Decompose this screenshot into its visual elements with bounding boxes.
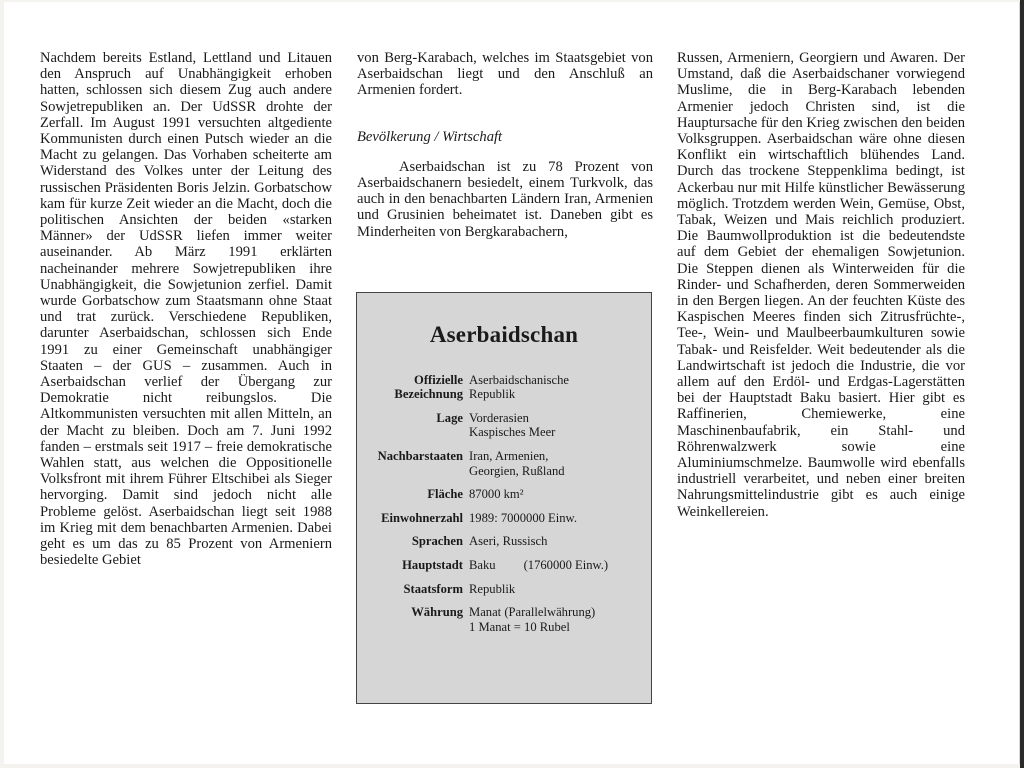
fact-label: Einwohnerzahl	[381, 510, 463, 525]
fact-value-line: Republik	[469, 387, 516, 402]
text-column-3	[677, 50, 965, 520]
fact-value: Aseri, Russisch	[469, 534, 548, 549]
text-column-2	[357, 50, 653, 240]
fact-value	[469, 449, 651, 478]
fact-value-line: Manat (Parallelwährung)	[469, 605, 596, 620]
fact-label: Hauptstadt	[402, 557, 463, 572]
section-heading-bevoelkerung: Bevölkerung / Wirtschaft	[357, 128, 503, 145]
fact-capital	[357, 558, 651, 573]
fact-value	[469, 605, 651, 634]
fact-currency	[357, 605, 651, 634]
fact-label: Fläche	[427, 487, 463, 502]
text-column-1	[40, 50, 332, 569]
fact-label-line: Bezeichnung	[394, 387, 463, 402]
column-1-paragraph: Nachdem bereits Estland, Lettland und Litauen den Anspruch auf Unabhängigkeit erhoben hatten, schlossen sich diesem Zug auch andere Sowjetrepubliken an. Der UdSSR drohte der Zerfall. Im August 1991 versuchten altgediente Kommunisten durch einen Putsch wieder an die Macht zu gelangen. Das Vorhaben scheiterte am Widerstand des Volkes unter der Leitung des russischen Präsidenten Boris Jelzin. Gorbatschow kam für kurze Zeit wieder an die Macht, doch die politischen Ansichten der beiden «starken Männer» der UdSSR liefen immer weiter auseinander. Ab März 1991 erklärten nacheinander mehrere Sowjetrepubliken ihre Unabhängigkeit, die Sowjetunion zerfiel. Damit wurde Gorbatschow zum Staatsmann ohne Staat und trat zurück. Verschiedene Republiken, darunter Aserbaidschan, schlossen sich Ende 1991 zu einer Gemeinschaft unabhängiger Staaten – der GUS – zusammen. Auch in Aserbaidschan verlief der Übergang zur Demokratie nicht reibungslos. Die Altkommunisten versuchten mit allen Mitteln, an der Macht zu bleiben. Doch am 7. Juni 1992 fanden – erstmals seit 1917 – freie demokratische Wahlen statt, aus welchen die Oppositionelle Volksfront mit ihrem Führer Eltschibei als Sieger hervorging. Damit sind jedoch nicht alle Probleme gelöst. Aserbaidschan liegt seit 1988 im Krieg mit dem benachbarten Armenien. Dabei geht es um das zu 85 Prozent von Armeniern besiedelte Gebiet	[40, 50, 332, 569]
fact-value: 87000 km²	[469, 487, 524, 502]
fact-label	[357, 373, 469, 402]
fact-government	[357, 582, 651, 597]
country-fact-box	[356, 292, 652, 704]
fact-label: Staatsform	[403, 581, 463, 596]
fact-label: Lage	[436, 410, 463, 425]
fact-value-line: Iran, Armenien,	[469, 448, 549, 463]
fact-value-line: 1 Manat = 10 Rubel	[469, 619, 570, 634]
capital-name: Baku	[469, 557, 496, 572]
fact-label: Nachbarstaaten	[377, 448, 463, 463]
column-2-paragraph-top: von Berg-Karabach, welches im Staatsgebiet von Aserbaidschan liegt und den Anschluß an Armenien fordert.	[357, 50, 653, 99]
fact-location	[357, 411, 651, 440]
fact-label: Währung	[411, 605, 463, 620]
fact-official-name	[357, 373, 651, 402]
fact-population	[357, 511, 651, 526]
fact-value-line: Vorderasien	[469, 410, 529, 425]
fact-box-title: Aserbaidschan	[429, 322, 579, 347]
fact-languages	[357, 534, 651, 549]
fact-label: Sprachen	[411, 534, 463, 549]
capital-population: (1760000 Einw.)	[523, 557, 609, 572]
column-3-paragraph: Russen, Armeniern, Georgiern und Awaren. Der Umstand, daß die Aserbaidschaner vorwiegend Muslime, die in Berg-Karabach lebenden Armenier jedoch Christen sind, ist die Hauptursache für den Krieg zwischen den beiden Volksgruppen. Aserbaidschan wäre ohne diesen Konflikt ein wirtschaftlich blühendes Land. Durch das trockene Steppenklima bedingt, ist Ackerbau nur mit Hilfe künstlicher Bewässerung möglich. Trotzdem werden Wein, Gemüse, Obst, Tabak, Weizen und Mais reichlich produziert. Die Baumwollproduktion ist die bedeutendste auf dem Gebiet der ehemaligen Sowjetunion. Die Steppen dienen als Winterweiden für die Rinder- und Schafherden, deren Sommerweiden in den Bergen liegen. An der feuchten Küste des Kaspischen Meeres finden sich Zitrusfrüchte-, Tee-, Wein- und Maulbeerbaumkulturen sowie Tabak- und Reisfelder. Weit bedeutender als die Landwirtschaft ist jedoch die Industrie, die vor allem auf den Erdöl- und Erdgas-Lagerstätten bei der Hauptstadt Baku basiert. Hier gibt es Raffinerien, Chemiewerke, eine Maschinenbaufabrik, ein Stahl- und Röhrenwalzwerk sowie eine Aluminiumschmelze. Baumwolle wird ebenfalls industriell verarbeitet, und neben einer breiten Nahrungsmittelindustrie gibt es auch einige Weinkellereien.	[677, 50, 965, 520]
fact-value	[469, 558, 651, 573]
fact-value-line: Kaspisches Meer	[469, 425, 556, 440]
column-2-paragraph-bottom: Aserbaidschan ist zu 78 Prozent von Aserbaidschanern besiedelt, einem Turkvolk, das auch in den benachbarten Ländern Iran, Armenien und Grusinien beheimatet ist. Daneben gibt es Minderheiten von Bergkarabachern,	[357, 158, 653, 240]
scan-edge-shadow	[1020, 0, 1024, 768]
fact-label-line: Offizielle	[414, 372, 463, 387]
fact-value-line: Aserbaidschanische	[469, 372, 570, 387]
fact-value	[469, 411, 651, 440]
fact-value: Republik	[469, 581, 516, 596]
fact-value-line: Georgien, Rußland	[469, 463, 565, 478]
fact-neighbors	[357, 449, 651, 478]
fact-value: 1989: 7000000 Einw.	[469, 510, 577, 525]
fact-value	[469, 373, 651, 402]
fact-area	[357, 487, 651, 502]
fact-value-line	[469, 558, 651, 573]
